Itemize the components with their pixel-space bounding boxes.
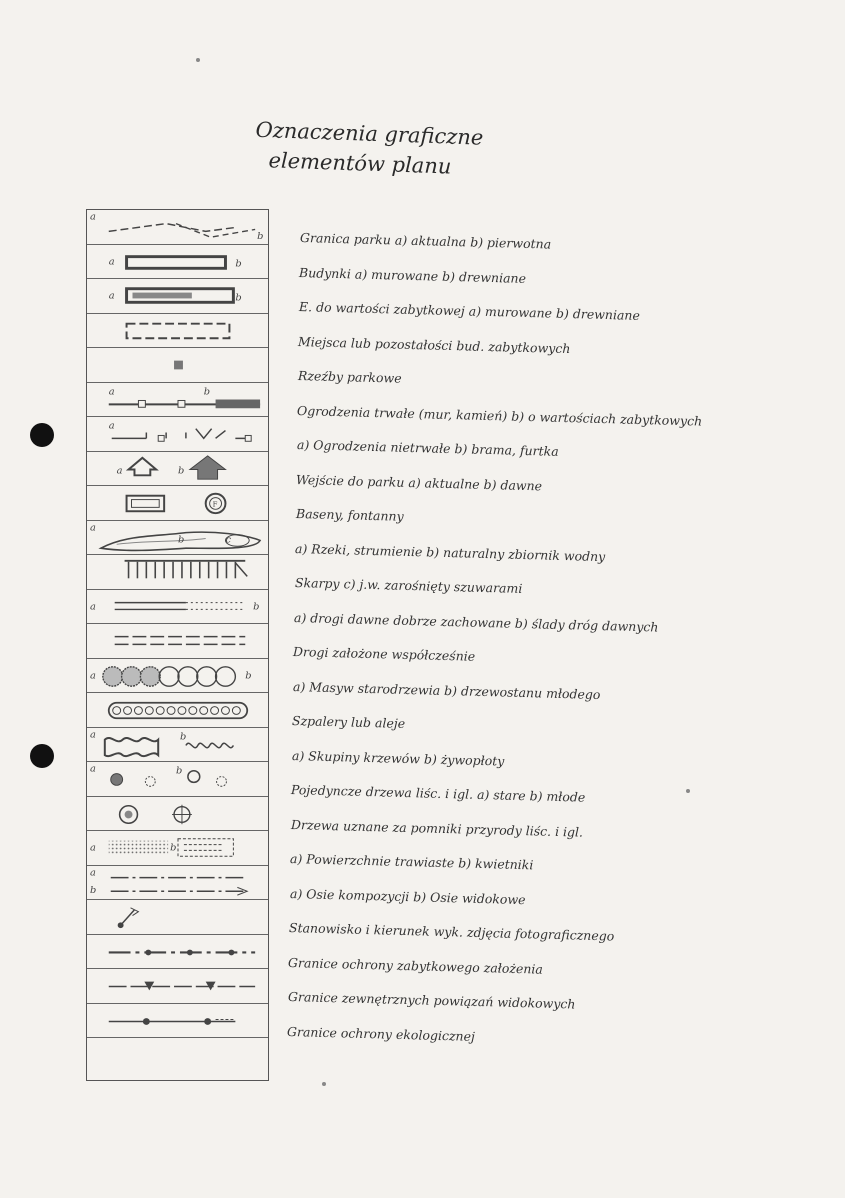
legend-description: a) Skupiny krzewów b) żywopłoty — [291, 747, 505, 769]
svg-text:b: b — [170, 842, 177, 854]
legend-description: Skarpy c) j.w. zarośnięty szuwarami — [294, 575, 523, 596]
svg-text:a: a — [89, 600, 96, 612]
legend-symbol-heritage-buildings — [87, 279, 268, 314]
page-title — [254, 115, 556, 185]
legend-description: E. do wartości zabytkowej a) murowane b) drewniane — [298, 299, 640, 323]
legend-description: a) drogi dawne dobrze zachowane b) ślady dróg dawnych — [293, 609, 659, 635]
park-boundary-symbol-icon — [87, 210, 268, 244]
svg-text:b: b — [177, 533, 185, 545]
legend-description: a) Rzeki, strumienie b) naturalny zbiornik wodny — [294, 540, 606, 564]
legend-symbol-ecological-boundary — [87, 1004, 268, 1039]
svg-text:b: b — [89, 884, 97, 896]
svg-text:c: c — [225, 533, 232, 545]
svg-text:a: a — [89, 211, 96, 223]
temporary-fences-symbol-icon — [87, 417, 268, 451]
svg-text:a: a — [89, 842, 96, 854]
svg-text:b: b — [235, 292, 242, 304]
svg-text:F: F — [212, 500, 218, 509]
speck — [686, 789, 690, 793]
legend-description: Granica parku a) aktualna b) pierwotna — [299, 230, 552, 252]
legend-symbol-photo-point — [87, 900, 268, 935]
external-links-symbol-icon — [87, 969, 268, 1003]
single-trees-symbol-icon — [87, 762, 268, 796]
legend-description: Rzeźby parkowe — [297, 368, 402, 386]
legend-description: Pojedyncze drzewa liśc. i igl. a) stare b) młode — [290, 782, 586, 805]
legend-description: Granice ochrony ekologicznej — [287, 1023, 476, 1044]
title-line-1: Oznaczenia graficzne — [255, 117, 484, 150]
protection-boundary-symbol-icon — [87, 935, 268, 969]
svg-text:b: b — [235, 257, 242, 269]
svg-text:b: b — [253, 600, 260, 612]
new-roads-symbol-icon — [87, 624, 268, 658]
legend-symbol-pools — [87, 486, 268, 521]
legend-symbol-temporary-fences — [87, 417, 268, 452]
svg-text:a: a — [108, 255, 115, 267]
legend-symbol-single-trees — [87, 762, 268, 797]
pools-symbol-icon — [87, 486, 268, 520]
svg-text:b: b — [257, 231, 264, 243]
legend-description: Drzewa uznane za pomniki przyrody liśc. i igl. — [290, 816, 583, 840]
rivers-symbol-icon — [87, 521, 268, 555]
speck — [322, 1082, 326, 1086]
heritage-buildings-symbol-icon — [87, 279, 268, 313]
legend-symbol-escarpments — [87, 555, 268, 590]
old-roads-symbol-icon — [87, 590, 268, 624]
svg-text:a: a — [108, 290, 115, 302]
svg-text:b: b — [176, 765, 183, 777]
legend-symbol-column — [86, 209, 269, 1081]
svg-text:a: a — [89, 763, 96, 775]
legend-symbol-natural-monuments — [87, 797, 268, 832]
svg-text:a: a — [89, 867, 96, 879]
legend-description: Szpalery lub aleje — [292, 713, 406, 731]
legend-description: Stanowisko i kierunek wyk. zdjęcia fotograficznego — [288, 920, 615, 944]
binder-hole-top — [30, 423, 54, 447]
legend-description: Granice ochrony zabytkowego założenia — [288, 954, 544, 977]
legend-symbol-building-remains — [87, 314, 268, 349]
svg-text:a: a — [108, 386, 115, 398]
alleys-symbol-icon — [87, 693, 268, 727]
svg-text:a: a — [89, 669, 96, 681]
ecological-boundary-symbol-icon — [87, 1004, 268, 1038]
legend-symbol-tree-stands — [87, 659, 268, 694]
legend-symbol-meadows — [87, 831, 268, 866]
legend-symbol-alleys — [87, 693, 268, 728]
photo-point-symbol-icon — [87, 900, 268, 934]
svg-text:b: b — [203, 386, 211, 398]
legend-symbol-sculpture — [87, 348, 268, 383]
legend-symbol-new-roads — [87, 624, 268, 659]
title-line-2: elementów planu — [268, 148, 452, 179]
meadows-symbol-icon — [87, 831, 268, 865]
legend-description: a) Masyw starodrzewia b) drzewostanu młodego — [292, 678, 601, 702]
legend-symbol-park-boundary — [87, 210, 268, 245]
building-remains-symbol-icon — [87, 314, 268, 348]
legend-description: Budynki a) murowane b) drewniane — [299, 264, 527, 286]
legend-symbol-rivers — [87, 521, 268, 556]
legend-symbol-axes — [87, 866, 268, 901]
legend-description: Wejście do parku a) aktualne b) dawne — [295, 471, 543, 493]
legend-symbol-protection-boundary — [87, 935, 268, 970]
svg-text:b: b — [179, 731, 187, 743]
legend-description: Ogrodzenia trwałe (mur, kamień) b) o wartościach zabytkowych — [297, 402, 703, 429]
natural-monuments-symbol-icon — [87, 797, 268, 831]
legend-description: Drogi założone współcześnie — [293, 644, 476, 664]
sculpture-symbol-icon — [87, 348, 268, 382]
legend-symbol-entrances — [87, 452, 268, 487]
svg-text:a: a — [108, 420, 115, 432]
legend-description: Miejsca lub pozostałości bud. zabytkowych — [298, 333, 571, 356]
axes-symbol-icon — [87, 866, 268, 900]
legend-symbol-old-roads — [87, 590, 268, 625]
legend-description: Granice zewnętrznych powiązań widokowych — [287, 989, 576, 1012]
entrances-symbol-icon — [87, 452, 268, 486]
shrubs-symbol-icon — [87, 728, 268, 762]
legend-description: Baseny, fontanny — [295, 506, 404, 524]
legend-description: a) Powierzchnie trawiaste b) kwietniki — [289, 851, 534, 873]
legend-description: a) Ogrodzenia nietrwałe b) brama, furtka — [296, 437, 559, 459]
speck — [196, 58, 200, 62]
legend-symbol-fences — [87, 383, 268, 418]
legend-symbol-shrubs — [87, 728, 268, 763]
svg-text:b: b — [245, 669, 252, 681]
legend-description: a) Osie kompozycji b) Osie widokowe — [289, 885, 526, 907]
legend-symbol-buildings — [87, 245, 268, 280]
svg-text:b: b — [177, 464, 185, 476]
fences-symbol-icon — [87, 383, 268, 417]
binder-hole-bottom — [30, 744, 54, 768]
svg-text:a: a — [89, 522, 96, 534]
tree-stands-symbol-icon — [87, 659, 268, 693]
svg-text:a: a — [89, 729, 96, 741]
escarpments-symbol-icon — [87, 555, 268, 589]
buildings-symbol-icon — [87, 245, 268, 279]
svg-text:a: a — [116, 464, 123, 476]
legend-symbol-external-links — [87, 969, 268, 1004]
